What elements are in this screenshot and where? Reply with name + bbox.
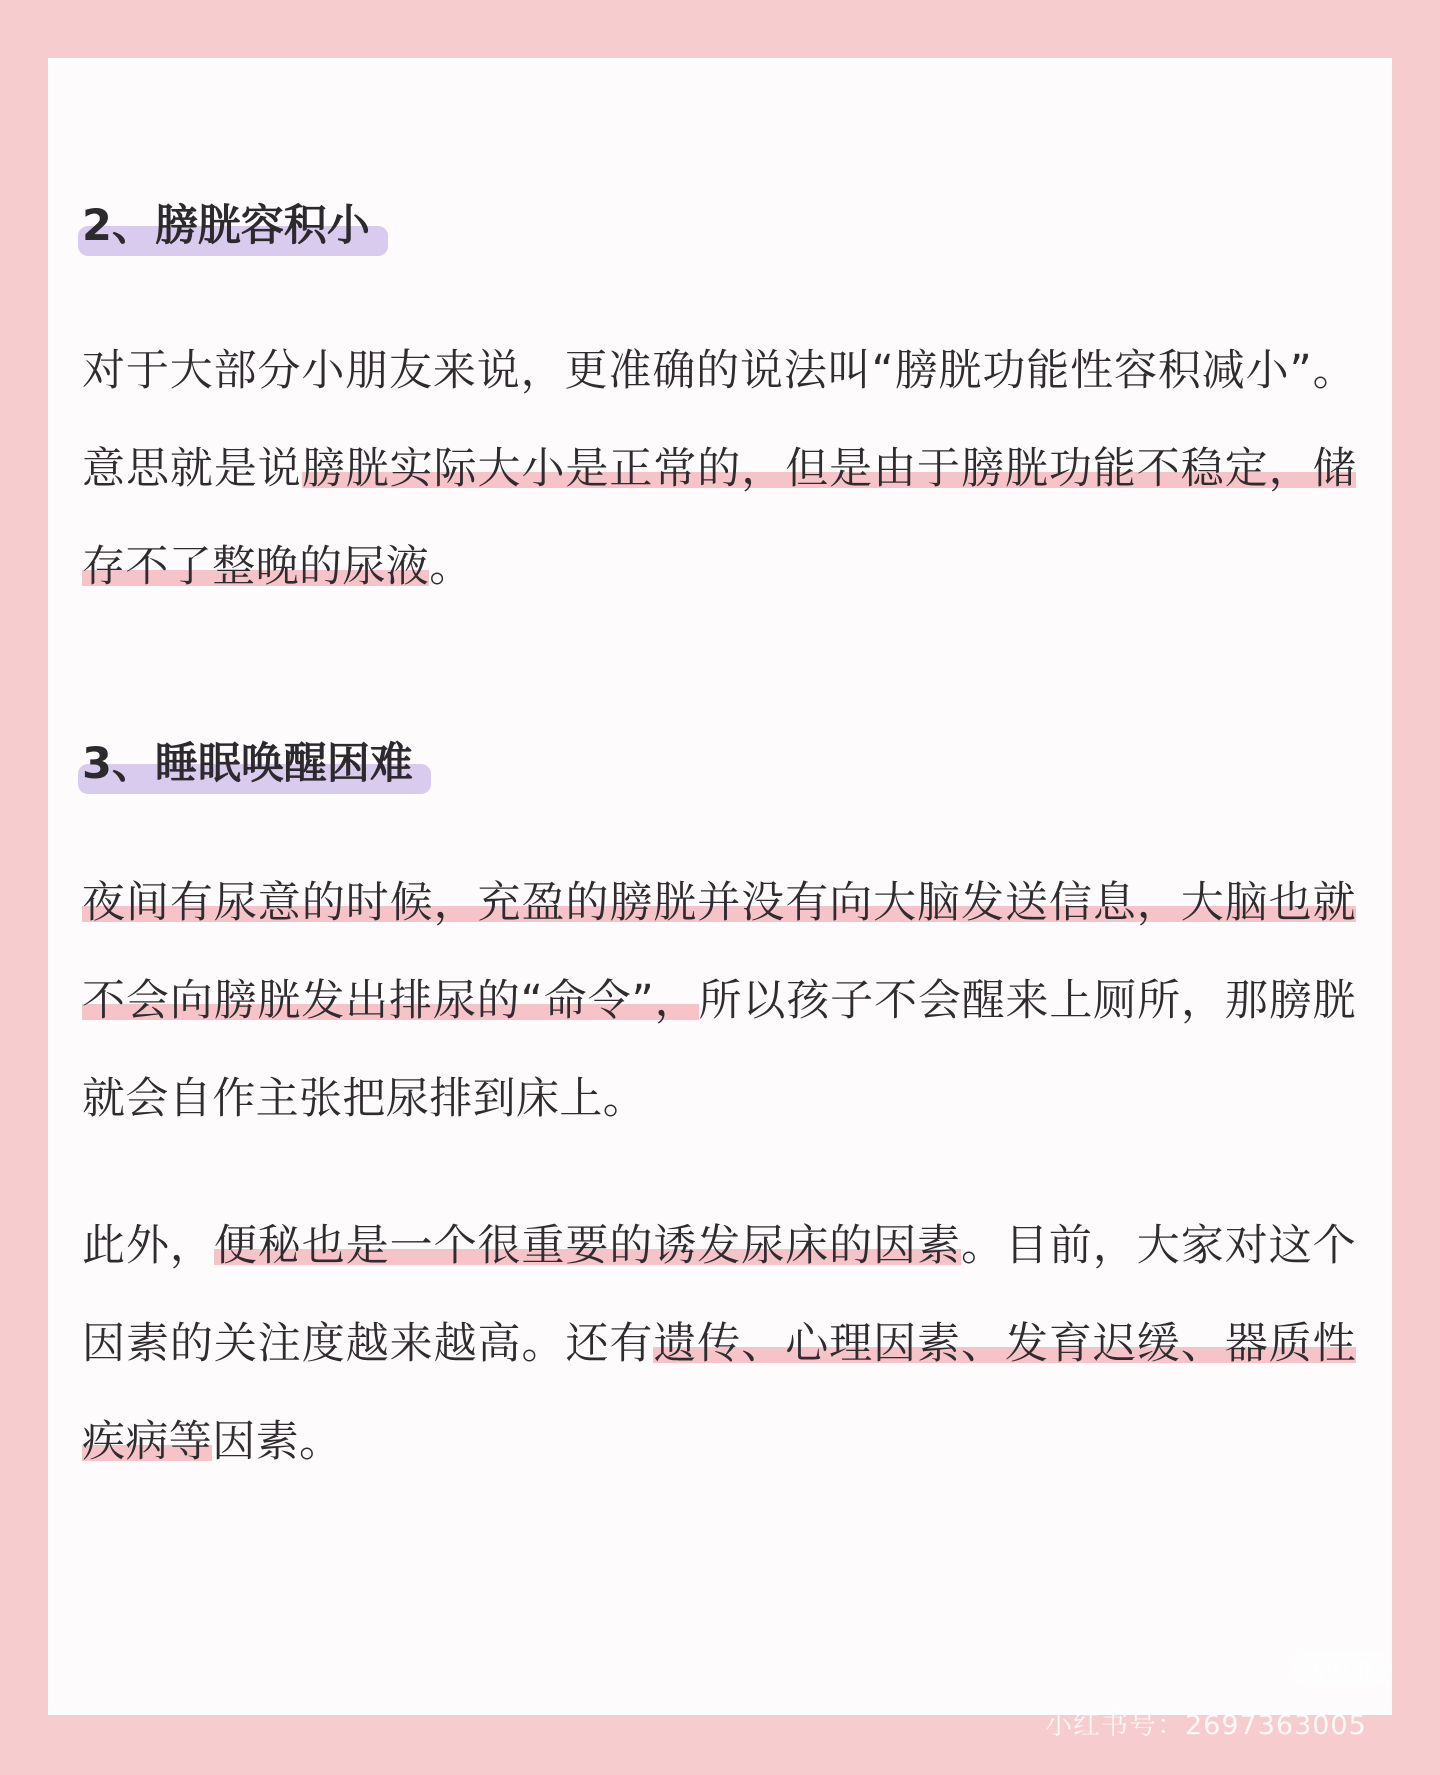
paragraph-text: 此外， (82, 1221, 214, 1271)
section-heading-wake-difficulty: 3、睡眠唤醒困难 (82, 734, 431, 794)
paragraph-wake-difficulty (82, 854, 1356, 1148)
highlighted-text: 遗传、心理因素、发育迟缓、器质性疾病等 (82, 1319, 1357, 1467)
paragraph-text: 。目前，大家对这个因素的关注度越来越高。还有 (82, 1221, 1356, 1369)
article-card (48, 58, 1392, 1715)
highlighted-text: 膀胱实际大小是正常的，但是由于膀胱功能不稳定，储存不了整晚的尿液 (82, 444, 1356, 592)
paragraph-bladder-capacity (82, 322, 1356, 616)
highlighted-text: 夜间有尿意的时候，充盈的膀胱并没有向大脑发送信息，大脑也就不会向膀胱发出排尿的“命令”， (82, 878, 1356, 1026)
paragraph-text: 对于大部分小朋友来说，更准确的说法叫“膀胱功能性容积减小”。意思就是说 (82, 346, 1356, 494)
highlighted-text: 便秘也是一个很重要的诱发尿床的因素 (213, 1221, 961, 1271)
section-heading-bladder-capacity: 2、膀胱容积小 (82, 196, 388, 256)
paragraph-text: 。 (429, 542, 473, 592)
account-id-watermark: 小红书号：2697363005 (1045, 1710, 1367, 1741)
paragraph-text: 所以孩子不会醒来上厕所，那膀胱就会自作主张把尿排到床上。 (82, 976, 1357, 1124)
xiaohongshu-logo-watermark: 小红书 (1293, 1651, 1391, 1687)
paragraph-text: 因素。 (212, 1417, 343, 1467)
paragraph-other-factors (82, 1197, 1356, 1491)
